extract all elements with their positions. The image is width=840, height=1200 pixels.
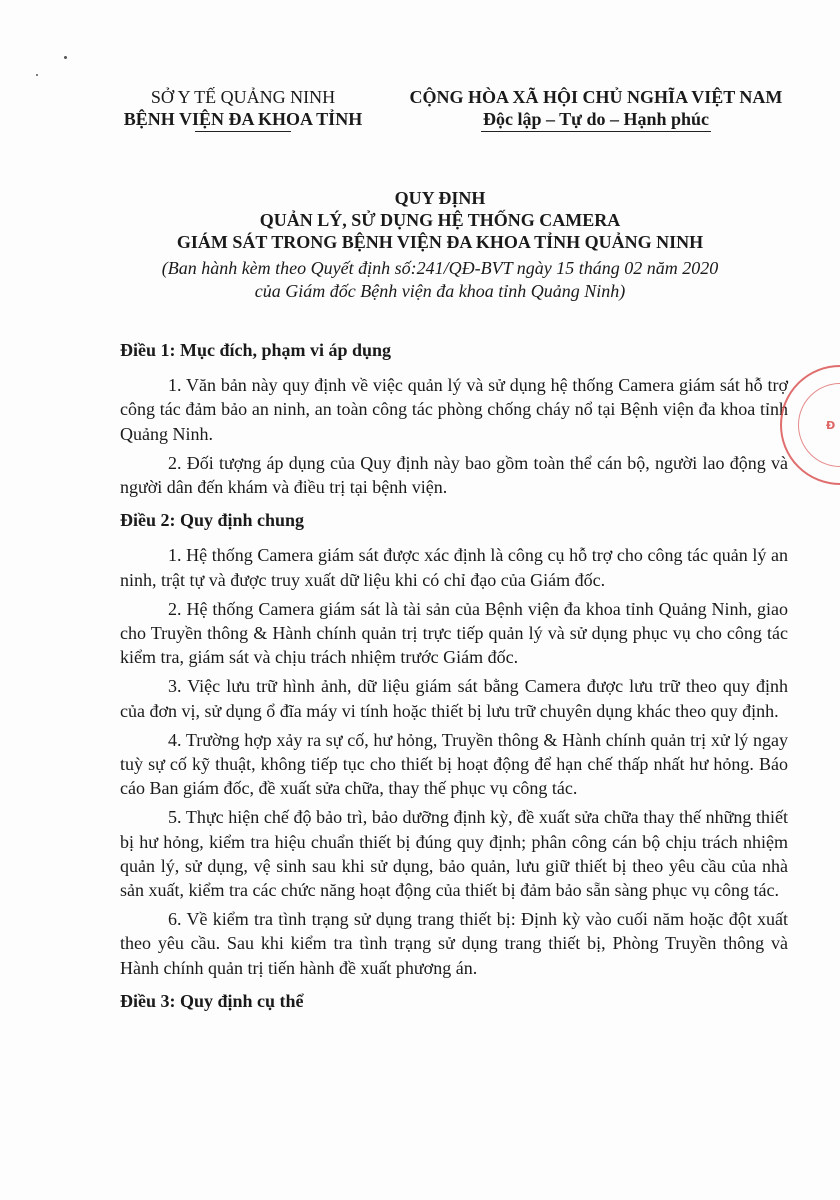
article-1-clause-2: 2. Đối tượng áp dụng của Quy định này bao gồm toàn thể cán bộ, người lao động và người dân đến khám và điều trị tại bệnh viện. xyxy=(120,452,788,498)
article-2-clause-1: 1. Hệ thống Camera giám sát được xác định là công cụ hỗ trợ cho công tác quản lý an ninh, trật tự và được truy xuất dữ liệu khi có chỉ đạo của Giám đốc. xyxy=(120,545,788,590)
seal-text: Đ xyxy=(826,419,836,432)
national-motto-block xyxy=(388,86,804,132)
issuing-agency-block xyxy=(112,86,374,132)
article-2-clause-3: 3. Việc lưu trữ hình ảnh, dữ liệu giám sát bằng Camera được lưu trữ theo quy định của đơn vị, sử dụng ổ đĩa máy vi tính hoặc thiết bị lưu trữ chuyên dụng khác theo quy định. xyxy=(120,676,788,721)
article-2-clause-5: 5. Thực hiện chế độ bảo trì, bảo dưỡng định kỳ, đề xuất sửa chữa thay thế những thiết bị hư hỏng, kiểm tra hiệu chuẩn thiết bị đúng quy định; phân công cán bộ chịu trách nhiệm quản lý, sử dụng, vệ sinh sau khi sử dụng, bảo quản, lưu giữ thiết bị theo yêu cầu của nhà sản xuất, kiểm tra các chức năng hoạt động của thiết bị đảm bảo sẵn sàng phục vụ công tác. xyxy=(120,807,788,901)
national-motto: Độc lập – Tự do – Hạnh phúc xyxy=(482,109,710,129)
parent-agency: SỞ Y TẾ QUẢNG NINH xyxy=(150,87,336,107)
official-seal xyxy=(780,365,840,485)
document-body xyxy=(120,338,788,1024)
country-name: CỘNG HÒA XÃ HỘI CHỦ NGHĨA VIỆT NAM xyxy=(409,87,783,107)
document-title-line-1: QUẢN LÝ, SỬ DỤNG HỆ THỐNG CAMERA xyxy=(259,210,621,230)
issuance-note-line-2: của Giám đốc Bệnh viện đa khoa tỉnh Quảng Ninh) xyxy=(254,281,626,301)
article-2-clause-6: 6. Về kiểm tra tình trạng sử dụng trang thiết bị: Định kỳ vào cuối năm hoặc đột xuất theo yêu cầu. Sau khi kiểm tra tình trạng sử dụng trang thiết bị, Phòng Truyền thông và Hành chính quản trị tiến hành đề xuất phương án. xyxy=(120,909,788,978)
article-2-clause-2: 2. Hệ thống Camera giám sát là tài sản của Bệnh viện đa khoa tỉnh Quảng Ninh, giao cho Truyền thông & Hành chính quản trị trực tiếp quản lý và sử dụng phục vụ cho công tác kiểm tra, giám sát và chịu trách nhiệm trước Giám đốc. xyxy=(120,598,788,668)
issuing-agency: BỆNH VIỆN ĐA KHOA TỈNH xyxy=(123,109,363,129)
document-type: QUY ĐỊNH xyxy=(394,188,486,208)
agency-underline xyxy=(195,131,291,132)
scan-speck xyxy=(64,56,67,59)
scan-speck xyxy=(36,74,38,76)
document-title-line-2: GIÁM SÁT TRONG BỆNH VIỆN ĐA KHOA TỈNH QUẢNG NINH xyxy=(176,232,704,252)
document-title-block xyxy=(100,187,780,303)
article-2-heading: Điều 2: Quy định chung xyxy=(120,510,305,531)
article-3-heading: Điều 3: Quy định cụ thể xyxy=(120,990,304,1011)
motto-underline xyxy=(481,131,711,132)
article-1-heading: Điều 1: Mục đích, phạm vi áp dụng xyxy=(120,340,392,360)
article-2-clause-4: 4. Trường hợp xảy ra sự cố, hư hỏng, Truyền thông & Hành chính quản trị xử lý ngay tuỳ sự cố kỹ thuật, không tiếp tục cho thiết bị hoạt động để hạn chế thấp nhất hư hỏng. Báo cáo Ban giám đốc, đề xuất sửa chữa, thay thế phục vụ công tác. xyxy=(120,729,788,799)
article-1-clause-1: 1. Văn bản này quy định về việc quản lý và sử dụng hệ thống Camera giám sát hỗ trợ công tác đảm bảo an ninh, an toàn công tác phòng chống cháy nổ tại Bệnh viện đa khoa tỉnh Quảng Ninh. xyxy=(120,375,788,444)
issuance-note-line-1: (Ban hành kèm theo Quyết định số:241/QĐ-BVT ngày 15 tháng 02 năm 2020 xyxy=(161,258,719,278)
